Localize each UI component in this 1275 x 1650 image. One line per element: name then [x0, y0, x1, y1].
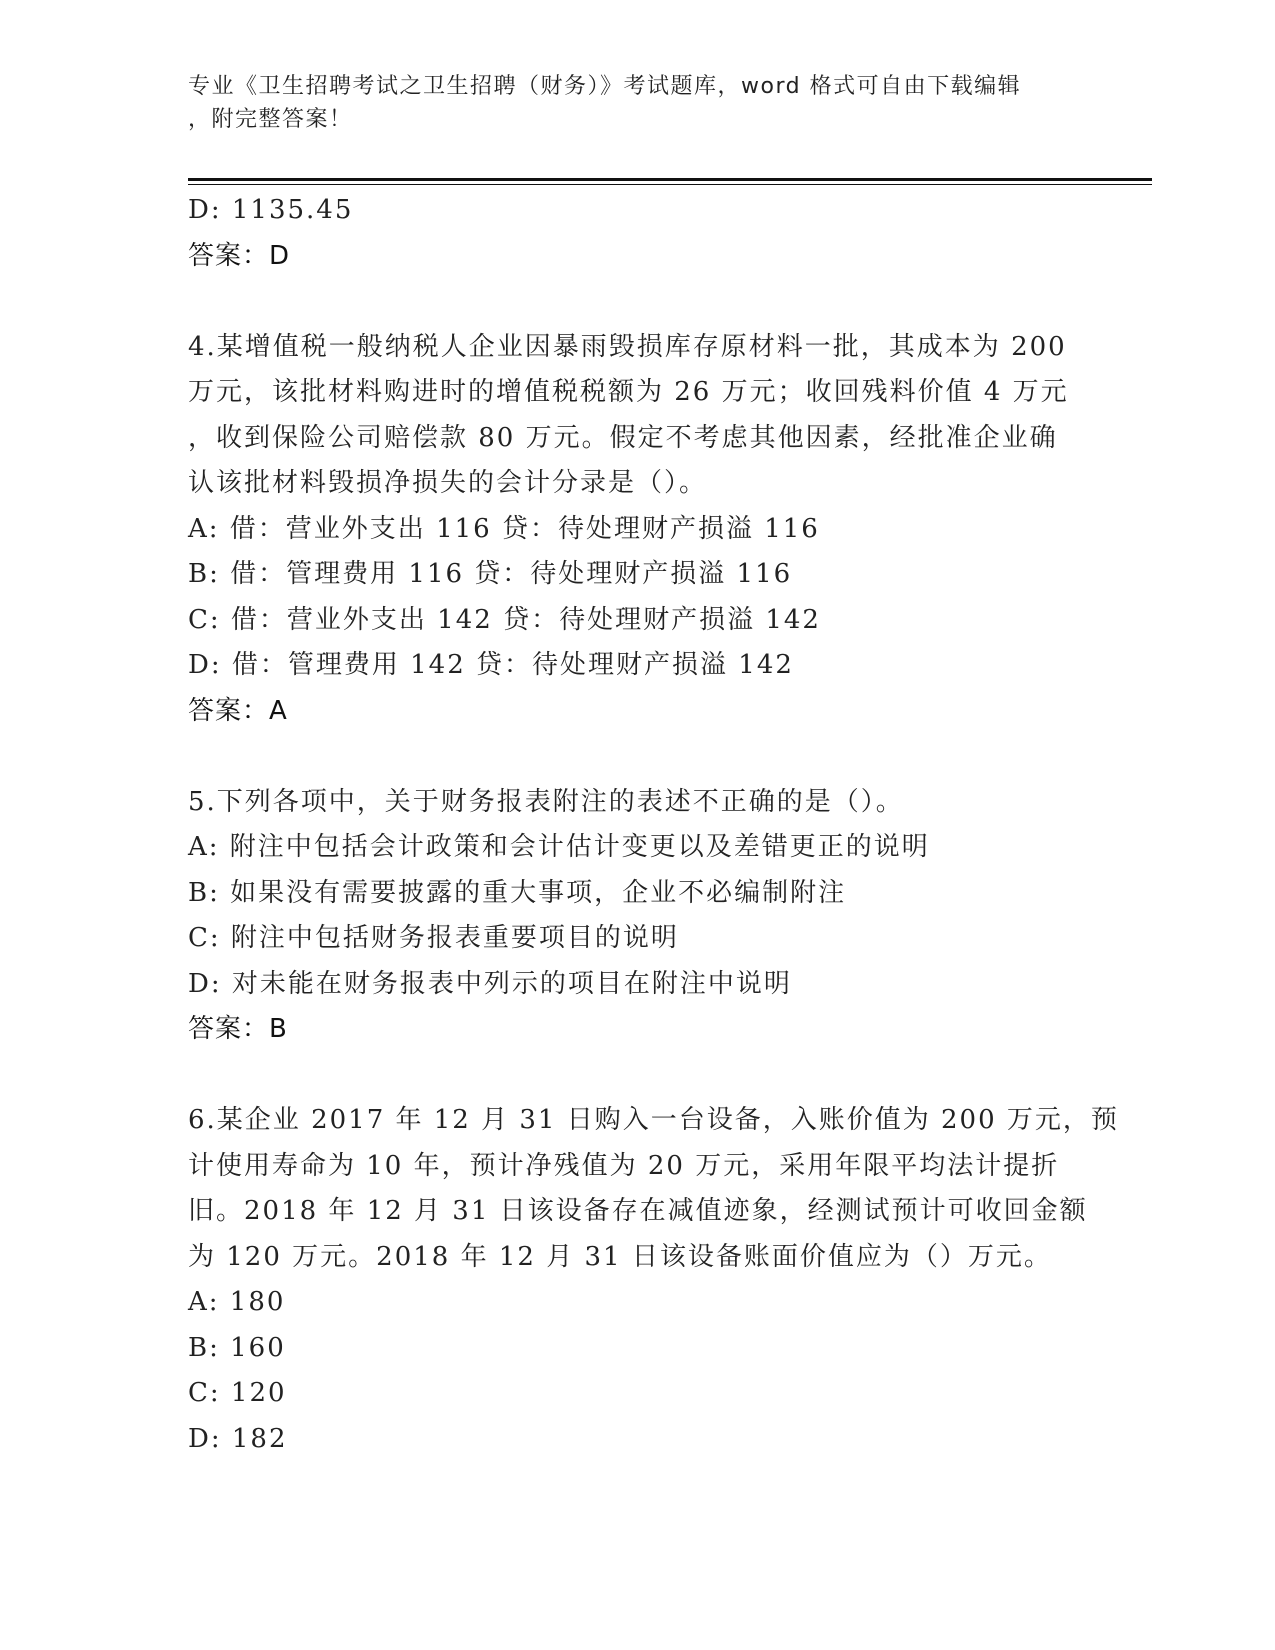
- option-c: C: 120: [188, 1378, 287, 1408]
- header-line-1: 专业《卫生招聘考试之卫生招聘（财务）》考试题库，word 格式可自由下载编辑: [188, 74, 1022, 99]
- question-stem-line: 为 120 万元。2018 年 12 月 31 日该设备账面价值应为（）万元。: [188, 1241, 1052, 1272]
- option-d: D: 借：管理费用 142 贷：待处理财产损溢 142: [188, 650, 794, 680]
- header-divider-thick: [188, 178, 1152, 181]
- question-3-tail: [188, 188, 1088, 279]
- option-b: B: 160: [188, 1332, 286, 1363]
- option-b: B: 借：管理费用 116 贷：待处理财产损溢 116: [188, 559, 793, 589]
- question-content: [188, 188, 1119, 1462]
- spacer: [188, 1053, 1088, 1099]
- question-stem-line: 认该批材料毁损净损失的会计分录是（）。: [188, 468, 708, 498]
- spacer: [188, 279, 1088, 325]
- answer-line: 答案：B: [188, 1014, 288, 1044]
- option-a: A: 借：营业外支出 116 贷：待处理财产损溢 116: [188, 513, 820, 544]
- header-line-2: ，附完整答案！: [188, 107, 353, 132]
- question-stem-line: 旧。2018 年 12 月 31 日该设备存在减值迹象，经测试预计可收回金额: [188, 1196, 1088, 1226]
- spacer: [188, 734, 1088, 780]
- question-stem-line: 6.某企业 2017 年 12 月 31 日购入一台设备，入账价值为 200 万元，预: [188, 1105, 1119, 1135]
- option-d: D: 对未能在财务报表中列示的项目在附注中说明: [188, 968, 792, 999]
- answer-line: 答案：A: [188, 695, 288, 726]
- option-c: C: 附注中包括财务报表重要项目的说明: [188, 923, 679, 953]
- option-a: A: 附注中包括会计政策和会计估计变更以及差错更正的说明: [188, 832, 930, 862]
- question-stem-line: 万元，该批材料购进时的增值税税额为 26 万元；收回残料价值 4 万元: [188, 377, 1069, 407]
- option-a: A: 180: [188, 1287, 286, 1317]
- option-b: B: 如果没有需要披露的重大事项，企业不必编制附注: [188, 877, 847, 908]
- option-d: D: 182: [188, 1423, 288, 1454]
- question-stem-line: 4.某增值税一般纳税人企业因暴雨毁损库存原材料一批，其成本为 200: [188, 331, 1067, 362]
- document-header: [188, 70, 1088, 136]
- option-d: D: 1135.45: [188, 195, 354, 225]
- option-c: C: 借：营业外支出 142 贷：待处理财产损溢 142: [188, 604, 821, 635]
- question-5: [188, 780, 1088, 1053]
- question-6: [188, 1098, 1119, 1462]
- answer-line: 答案：D: [188, 240, 291, 271]
- question-stem-line: 计使用寿命为 10 年，预计净残值为 20 万元，采用年限平均法计提折: [188, 1150, 1060, 1181]
- question-stem-line: ，收到保险公司赔偿款 80 万元。假定不考虑其他因素，经批准企业确: [188, 422, 1058, 453]
- question-4: [188, 325, 1088, 735]
- header-divider-thin: [188, 184, 1152, 185]
- question-stem-line: 5.下列各项中，关于财务报表附注的表述不正确的是（）。: [188, 786, 904, 817]
